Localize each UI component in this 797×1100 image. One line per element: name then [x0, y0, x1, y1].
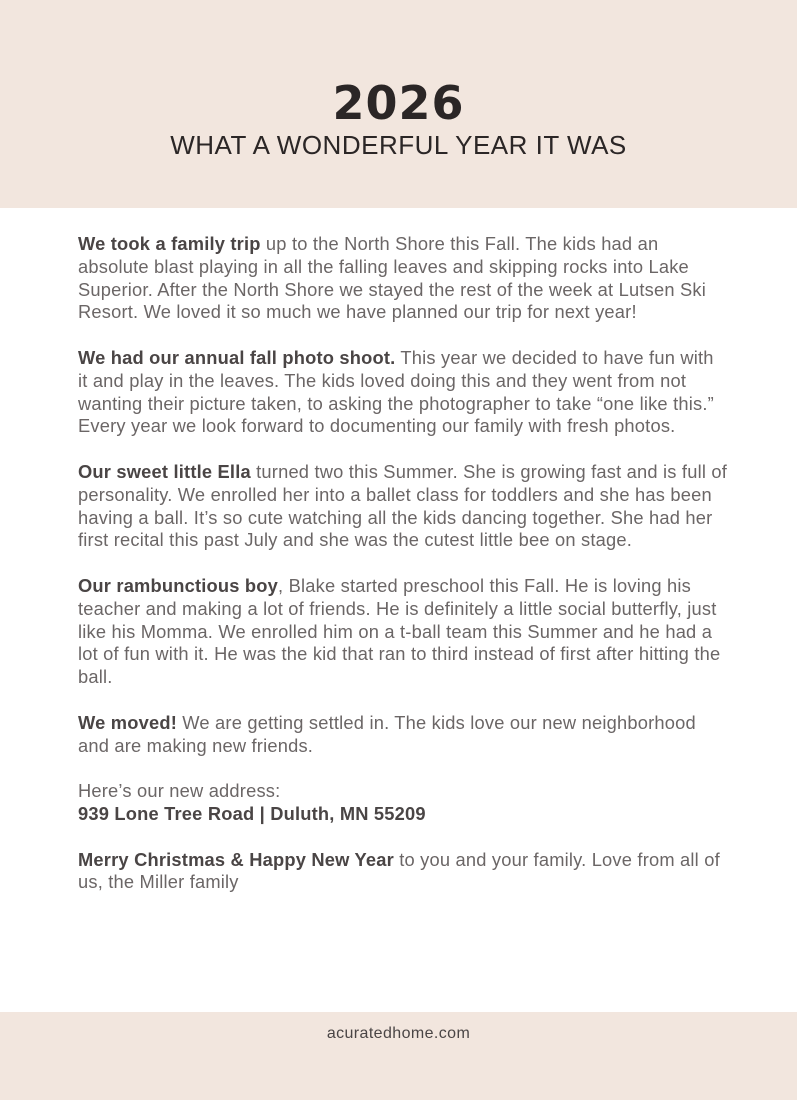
footer-band: [0, 1012, 797, 1100]
paragraph-family-trip: [78, 233, 728, 324]
paragraph-lead: We moved!: [78, 711, 177, 733]
page-title-year: 2026: [332, 76, 465, 130]
footer-website: acuratedhome.com: [326, 1025, 471, 1042]
paragraph-moved: [78, 712, 728, 758]
letter-body: [78, 233, 728, 917]
header-band: [0, 0, 797, 208]
paragraph-photo-shoot: [78, 347, 728, 438]
paragraph-blake: [78, 575, 728, 689]
paragraph-lead: Our rambunctious boy: [78, 574, 279, 596]
closing-text: to you and your family. Love from all of us, the Miller family: [78, 848, 720, 893]
paragraph-ella: [78, 461, 728, 552]
closing-lead: Merry Christmas & Happy New Year: [78, 848, 394, 870]
paragraph-text: We are getting settled in. The kids love our new neighborhood and are making new friends.: [78, 711, 696, 756]
address-block: [78, 780, 728, 826]
address-intro: Here’s our new address:: [78, 780, 281, 802]
paragraph-text: up to the North Shore this Fall. The kids had an absolute blast playing in all the falling leaves and skipping rocks into Lake Superior. After the North Shore we stayed the rest of the week at Lutsen Ski Resort. We loved it so much we have planned our trip for next year!: [78, 233, 706, 323]
paragraph-lead: Our sweet little Ella: [78, 460, 251, 482]
paragraph-lead: We took a family trip: [78, 233, 261, 254]
paragraph-lead: We had our annual fall photo shoot.: [78, 346, 396, 368]
paragraph-text: This year we decided to have fun with it and play in the leaves. The kids loved doing this and they went from not wanting their picture taken, to asking the photographer to take “one like this.” Every year we look forward to documenting our family with fresh photos.: [78, 346, 714, 437]
page-subtitle: WHAT A WONDERFUL YEAR IT WAS: [170, 130, 627, 160]
paragraph-text: , Blake started preschool this Fall. He is loving his teacher and making a lot of friends. He is definitely a little social butterfly, just like his Momma. We enrolled him on a t-ball team this Summer and he had a lot of fun with it. He was the kid that ran to third instead of first after hitting the ball.: [78, 574, 721, 688]
paragraph-closing: [78, 849, 728, 895]
address-line: 939 Lone Tree Road | Duluth, MN 55209: [78, 802, 426, 824]
paragraph-text: turned two this Summer. She is growing fast and is full of personality. We enrolled her into a ballet class for toddlers and she has been having a ball. It’s so cute watching all the kids dancing together. She had her first recital this past July and she was the cutest little bee on stage.: [78, 460, 728, 551]
